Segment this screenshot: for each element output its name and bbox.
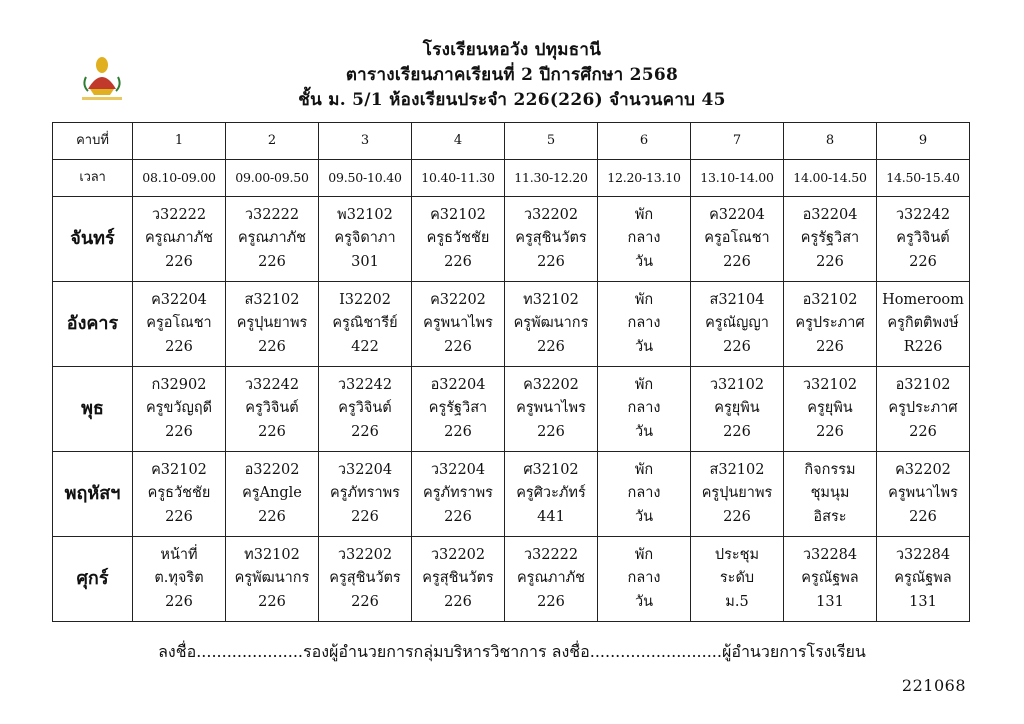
teacher-name: ครูประภาศ <box>795 315 865 332</box>
schedule-cell <box>412 281 505 366</box>
room-number: 226 <box>909 423 937 440</box>
subject-code: ค32102 <box>151 461 207 478</box>
schedule-cell <box>226 536 319 621</box>
teacher-name: ครูธวัชชัย <box>426 230 490 246</box>
teacher-name: ครูพนาไพร <box>516 400 586 417</box>
subject-code: ว32222 <box>523 546 579 563</box>
teacher-name: กลาง <box>627 570 661 587</box>
schedule-cell <box>691 451 784 536</box>
teacher-name: ต.ทุจริต <box>154 570 204 587</box>
schedule-cell <box>412 196 505 281</box>
room-number: 226 <box>816 423 844 440</box>
room-number: 226 <box>444 338 472 355</box>
room-number: วัน <box>634 338 654 355</box>
schedule-cell <box>598 196 691 281</box>
period-time: 14.50-15.40 <box>877 159 970 196</box>
subject-code: ว32222 <box>151 206 207 223</box>
schedule-cell <box>505 536 598 621</box>
schedule-cell <box>133 451 226 536</box>
subject-code: ก32902 <box>151 376 207 393</box>
time-header-row <box>53 159 970 196</box>
room-number: 226 <box>444 253 472 270</box>
teacher-name: ครูสุชินวัตร <box>422 570 494 587</box>
room-number: 131 <box>909 593 937 610</box>
day-name: อังคาร <box>53 281 133 366</box>
room-number: 131 <box>816 593 844 610</box>
teacher-name: ครูณิชารีย์ <box>332 315 398 332</box>
teacher-name: กลาง <box>627 400 661 417</box>
period-time: 13.10-14.00 <box>691 159 784 196</box>
subject-code: ว32202 <box>523 206 579 223</box>
period-time: 11.30-12.20 <box>505 159 598 196</box>
teacher-name: ครูอโณชา <box>146 315 212 332</box>
room-number: 226 <box>723 508 751 525</box>
subject-code: ว32242 <box>895 206 951 223</box>
schedule-cell <box>412 366 505 451</box>
subject-code: ว32242 <box>244 376 300 393</box>
subject-code: ค32204 <box>709 206 765 223</box>
teacher-name: ครูณภาภัช <box>237 230 307 246</box>
day-name: พฤหัสฯ <box>53 451 133 536</box>
room-number: 226 <box>537 338 565 355</box>
schedule-cell <box>319 366 412 451</box>
teacher-name: ครูภัทราพร <box>330 485 400 502</box>
subject-code: ว32222 <box>244 206 300 223</box>
subject-code: ว32284 <box>802 546 858 563</box>
day-row <box>53 366 970 451</box>
time-label: เวลา <box>53 159 133 196</box>
day-row <box>53 196 970 281</box>
subject-code: อ32102 <box>802 291 858 308</box>
subject-code: ค32202 <box>523 376 579 393</box>
teacher-name: ครูประภาศ <box>888 400 958 417</box>
subject-code: หน้าที่ <box>160 546 198 563</box>
schedule-cell <box>877 196 970 281</box>
schedule-cell <box>877 451 970 536</box>
teacher-name: ครูรัฐวิสา <box>428 400 488 417</box>
teacher-name: ครูณภาภัช <box>144 230 214 246</box>
period-number: 4 <box>412 123 505 160</box>
schedule-cell <box>598 451 691 536</box>
schedule-cell <box>226 366 319 451</box>
room-number: 226 <box>258 508 286 525</box>
class-info: ชั้น ม. 5/1 ห้องเรียนประจำ 226(226) จำนวนคาบ 45 <box>298 90 726 110</box>
schedule-cell <box>877 366 970 451</box>
schedule-cell <box>784 366 877 451</box>
timetable <box>52 122 970 622</box>
room-number: 226 <box>165 253 193 270</box>
subject-code: พัก <box>634 376 654 393</box>
subject-code: พ32102 <box>337 206 393 223</box>
room-number: 226 <box>444 593 472 610</box>
document-code: 221068 <box>901 676 966 695</box>
teacher-name: ครูกิตติพงษ์ <box>887 315 959 332</box>
subject-code: ประชุม <box>714 546 760 563</box>
teacher-name: ครูปุนยาพร <box>236 315 308 332</box>
schedule-cell <box>319 196 412 281</box>
teacher-name: ครูณัฐพล <box>801 570 859 587</box>
room-number: วัน <box>634 508 654 525</box>
period-time: 12.20-13.10 <box>598 159 691 196</box>
subject-code: อ32102 <box>895 376 951 393</box>
subject-code: ว32242 <box>337 376 393 393</box>
subject-code: ว32284 <box>895 546 951 563</box>
teacher-name: ครูพนาไพร <box>888 485 958 502</box>
schedule-cell <box>691 196 784 281</box>
room-number: 226 <box>444 508 472 525</box>
room-number: 226 <box>165 423 193 440</box>
schedule-cell <box>505 451 598 536</box>
teacher-name: ครูภัทราพร <box>423 485 493 502</box>
subject-code: ค32202 <box>895 461 951 478</box>
teacher-name: ครูขวัญฤดี <box>145 400 213 417</box>
schedule-cell <box>877 536 970 621</box>
teacher-name: ครูณัญญา <box>705 315 769 332</box>
schedule-cell <box>505 196 598 281</box>
schedule-cell <box>598 366 691 451</box>
schedule-cell <box>784 281 877 366</box>
room-number: 226 <box>351 593 379 610</box>
subject-code: ว32204 <box>430 461 486 478</box>
schedule-cell <box>226 196 319 281</box>
teacher-name: ครูสุชินวัตร <box>515 230 587 246</box>
period-number: 5 <box>505 123 598 160</box>
room-number: 226 <box>165 338 193 355</box>
room-number: 226 <box>723 423 751 440</box>
schedule-cell <box>319 451 412 536</box>
subject-code: ว32202 <box>337 546 393 563</box>
subject-code: อ32204 <box>802 206 858 223</box>
schedule-cell <box>691 536 784 621</box>
schedule-cell <box>784 196 877 281</box>
teacher-name: ครูAngle <box>242 485 302 502</box>
schedule-cell <box>319 536 412 621</box>
period-header-row <box>53 123 970 160</box>
schedule-cell <box>877 281 970 366</box>
subject-code: อ32202 <box>244 461 300 478</box>
subject-code: ว32202 <box>430 546 486 563</box>
period-time: 08.10-09.00 <box>133 159 226 196</box>
room-number: 301 <box>351 253 379 270</box>
period-time: 09.00-09.50 <box>226 159 319 196</box>
period-number: 8 <box>784 123 877 160</box>
schedule-cell <box>784 536 877 621</box>
teacher-name: ครูยุพิน <box>714 400 760 417</box>
room-number: 226 <box>816 253 844 270</box>
room-number: วัน <box>634 593 654 610</box>
room-number: 226 <box>537 253 565 270</box>
room-number: วัน <box>634 253 654 270</box>
room-number: 226 <box>258 253 286 270</box>
teacher-name: กลาง <box>627 315 661 332</box>
room-number: 226 <box>723 338 751 355</box>
period-time: 14.00-14.50 <box>784 159 877 196</box>
subject-code: พัก <box>634 546 654 563</box>
schedule-cell <box>691 281 784 366</box>
period-number: 7 <box>691 123 784 160</box>
period-time: 10.40-11.30 <box>412 159 505 196</box>
teacher-name: ครูปุนยาพร <box>701 485 773 502</box>
subject-code: Homeroom <box>882 291 964 308</box>
teacher-name: ครูรัฐวิสา <box>800 230 860 246</box>
subject-code: ศ32102 <box>523 461 579 478</box>
room-number: 226 <box>537 423 565 440</box>
day-name: พุธ <box>53 366 133 451</box>
subject-code: อ32204 <box>430 376 486 393</box>
teacher-name: ครูณัฐพล <box>894 570 952 587</box>
teacher-name: ครูพนาไพร <box>423 315 493 332</box>
period-number: 2 <box>226 123 319 160</box>
period-number: 3 <box>319 123 412 160</box>
teacher-name: ครูวิจินต์ <box>338 400 392 417</box>
subject-code: ค32204 <box>151 291 207 308</box>
teacher-name: ครูยุพิน <box>807 400 853 417</box>
room-number: 226 <box>165 593 193 610</box>
subject-code: พัก <box>634 206 654 223</box>
room-number: 226 <box>909 508 937 525</box>
schedule-cell <box>505 366 598 451</box>
day-row <box>53 536 970 621</box>
term-title: ตารางเรียนภาคเรียนที่ 2 ปีการศึกษา 2568 <box>345 65 679 85</box>
schedule-cell <box>133 196 226 281</box>
schedule-cell <box>505 281 598 366</box>
teacher-name: ครูวิจินต์ <box>245 400 299 417</box>
schedule-cell <box>691 366 784 451</box>
room-number: 226 <box>909 253 937 270</box>
room-number: 226 <box>351 423 379 440</box>
schedule-cell <box>133 366 226 451</box>
subject-code: ค32202 <box>430 291 486 308</box>
period-time: 09.50-10.40 <box>319 159 412 196</box>
schedule-cell <box>226 451 319 536</box>
room-number: 226 <box>258 593 286 610</box>
period-label: คาบที่ <box>53 123 133 160</box>
room-number: 226 <box>258 338 286 355</box>
subject-code: ส32104 <box>709 291 765 308</box>
teacher-name: ครูจิดาภา <box>334 230 396 246</box>
schedule-cell <box>133 281 226 366</box>
teacher-name: ครูสุชินวัตร <box>329 570 401 587</box>
subject-code: ท32102 <box>523 291 579 308</box>
room-number: R226 <box>903 338 943 355</box>
subject-code: ค32102 <box>430 206 486 223</box>
teacher-name: ครูศิวะภัทร์ <box>516 485 586 502</box>
room-number: 226 <box>444 423 472 440</box>
room-number: 226 <box>258 423 286 440</box>
teacher-name: ครูอโณชา <box>704 230 770 246</box>
period-number: 1 <box>133 123 226 160</box>
subject-code: ว32102 <box>709 376 765 393</box>
schedule-cell <box>598 536 691 621</box>
teacher-name: ครูพัฒนากร <box>513 315 589 332</box>
teacher-name: ครูธวัชชัย <box>147 485 211 502</box>
schedule-cell <box>412 451 505 536</box>
subject-code: พัก <box>634 461 654 478</box>
room-number: อิสระ <box>813 508 847 525</box>
room-number: 226 <box>165 508 193 525</box>
period-number: 6 <box>598 123 691 160</box>
subject-code: ท32102 <box>244 546 300 563</box>
room-number: 422 <box>351 338 379 355</box>
schedule-cell <box>226 281 319 366</box>
page-header <box>0 38 1024 113</box>
teacher-name: ครูพัฒนากร <box>234 570 310 587</box>
room-number: 226 <box>537 593 565 610</box>
schedule-cell <box>319 281 412 366</box>
subject-code: พัก <box>634 291 654 308</box>
teacher-name: กลาง <box>627 230 661 246</box>
schedule-cell <box>784 451 877 536</box>
day-name: จันทร์ <box>53 196 133 281</box>
teacher-name: กลาง <box>627 485 661 502</box>
subject-code: I32202 <box>339 291 391 308</box>
room-number: ม.5 <box>725 593 749 610</box>
subject-code: ว32204 <box>337 461 393 478</box>
teacher-name: ครูณภาภัช <box>516 570 586 587</box>
period-number: 9 <box>877 123 970 160</box>
schedule-cell <box>598 281 691 366</box>
schedule-cell <box>133 536 226 621</box>
room-number: วัน <box>634 423 654 440</box>
signature-line: ลงชื่อ.....................รองผู้อำนวยการกลุ่มบริหารวิชาการ ลงชื่อ..........................ผู้อำนวยการโรงเรียน <box>158 642 866 661</box>
day-name: ศุกร์ <box>53 536 133 621</box>
schedule-cell <box>412 536 505 621</box>
teacher-name: ระดับ <box>719 570 755 587</box>
subject-code: ส32102 <box>244 291 300 308</box>
teacher-name: ชุมนุม <box>810 485 850 502</box>
subject-code: ว32102 <box>802 376 858 393</box>
day-row <box>53 451 970 536</box>
subject-code: ส32102 <box>709 461 765 478</box>
day-row <box>53 281 970 366</box>
room-number: 226 <box>723 253 751 270</box>
school-name: โรงเรียนหอวัง ปทุมธานี <box>422 40 602 60</box>
room-number: 226 <box>816 338 844 355</box>
teacher-name: ครูวิจินต์ <box>896 230 950 246</box>
subject-code: กิจกรรม <box>804 461 856 478</box>
room-number: 441 <box>537 508 565 525</box>
room-number: 226 <box>351 508 379 525</box>
